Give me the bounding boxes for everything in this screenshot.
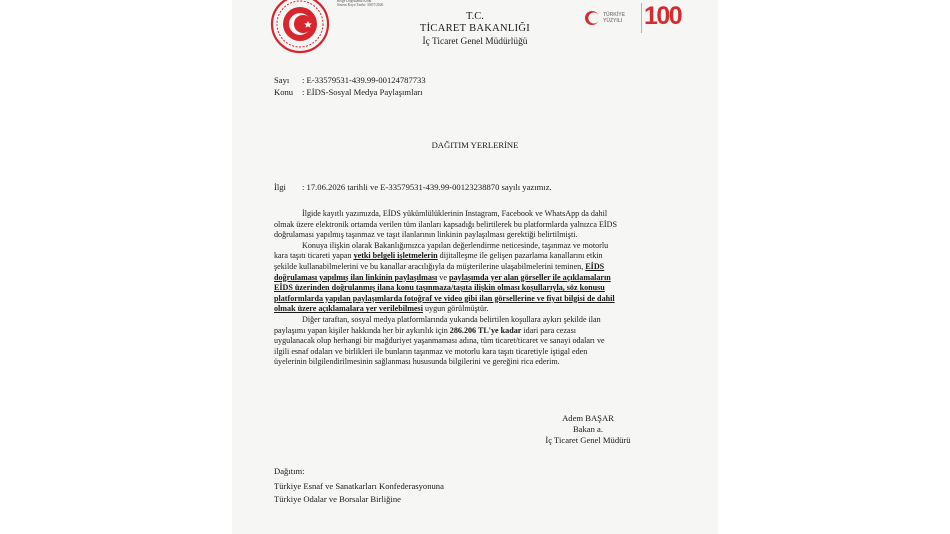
turkiye-yuzyili-logo-icon [584,10,600,26]
sayi-value: : E-33579531-439.99-00124787733 [302,75,426,85]
logo-text-line1: TÜRKİYE [603,12,625,18]
ministry-seal-icon [270,0,330,54]
signature-name: Adem BAŞAR [562,413,614,423]
document-page [232,0,718,534]
sayi-label: Sayı [274,75,290,85]
directorate-name: İç Ticaret Genel Müdürlüğü [422,37,528,47]
konu-value: : EİDS-Sosyal Medya Paylaşımları [302,87,423,97]
logo-divider [641,3,642,33]
recipient-heading: DAĞITIM YERLERİNE [431,140,519,150]
paragraph-2: Konuya ilişkin olarak Bakanlığımızca yapılan değerlendirme neticesinde, taşınmaz ve motorlu kara taşıtı ticareti yapan yetki belgeli işletmelerin dijitalleşme ile gelişen pazarlama kanallarını etkin şekilde kullanabilmelerini ve bu kanallar aracılığıyla da müşterilerine ulaşabilmelerini teminen, EİDS doğrulaması yapılmış ilan linkinin paylaşılması ve paylaşımda yer alan görseller ile açıklamaların EİDS üzerinden doğrulanmış ilana konu taşınmaza/taşıta ilişkin olması koşullarıyla, söz konusu platformlarda yapılan paylaşımlarda fotoğraf ve video gibi ilan görsellerine ve fiyat bilgisi de dahil olmak üzere açıklamalara yer verilebilmesi uygun görülmüştür. [274,240,615,314]
logo-number: 100 [644,2,682,30]
header-tc: T.C. [466,11,484,22]
top-note: Belge Doğrulama Kodu [337,0,372,3]
ilgi-text: : 17.06.2026 tarihli ve E-33579531-439.99-00123238870 sayılı yazımız. [302,182,552,192]
signature-title: İç Ticaret Genel Müdürü [545,435,631,445]
paragraph-1: İlgide kayıtlı yazımızda, EİDS yükümlülüklerinin Instagram, Facebook ve WhatsApp da dahil olmak üzere elektronik ortamda verilen tüm ilanları kapsadığı belirtilerek bu platformlarda yalnızca EİDS doğrulaması yapılmış taşınmaz ve taşıt ilanlarının linkinin paylaşılması gerektiği belirtilmişti. [274,209,617,240]
top-note: Sistem Kayıt Tarihi: 30/07/2026 [337,3,384,7]
signature-title: Bakan a. [572,424,604,434]
logo-text-line2: YÜZYILI [603,18,623,24]
paragraph-3: Diğer taraftan, sosyal medya platformlarında yukarıda belirtilen koşullara aykırı şekilde ilan paylaşımı yapan kişiler hakkında her bir aykırılık için 286.206 TL'ye kadar idari para cezası uygulanacak olup herhangi bir mağduriyet yaşanmaması adına, tüm ticaret/ticaret ve sanayi odaları ve ilgili esnaf odaları ve birlikleri ile bunların taşınmaz ve motorlu kara taşıtı ticaretiyle iştigal eden üyelerinin bilgilendirilmesinin sağlanması hususunda bilgilerini ve gereğini rica ederim. [274,314,605,367]
distribution-item: Türkiye Esnaf ve Sanatkarları Konfederasyonuna [274,481,444,491]
ministry-name: TİCARET BAKANLIĞI [419,23,531,34]
distribution-label: Dağıtım: [274,466,305,476]
konu-label: Konu [274,87,294,97]
ilgi-label: İlgi [274,182,286,192]
letter-body [274,209,694,368]
distribution-item: Türkiye Odalar ve Borsalar Birliğine [274,494,401,504]
